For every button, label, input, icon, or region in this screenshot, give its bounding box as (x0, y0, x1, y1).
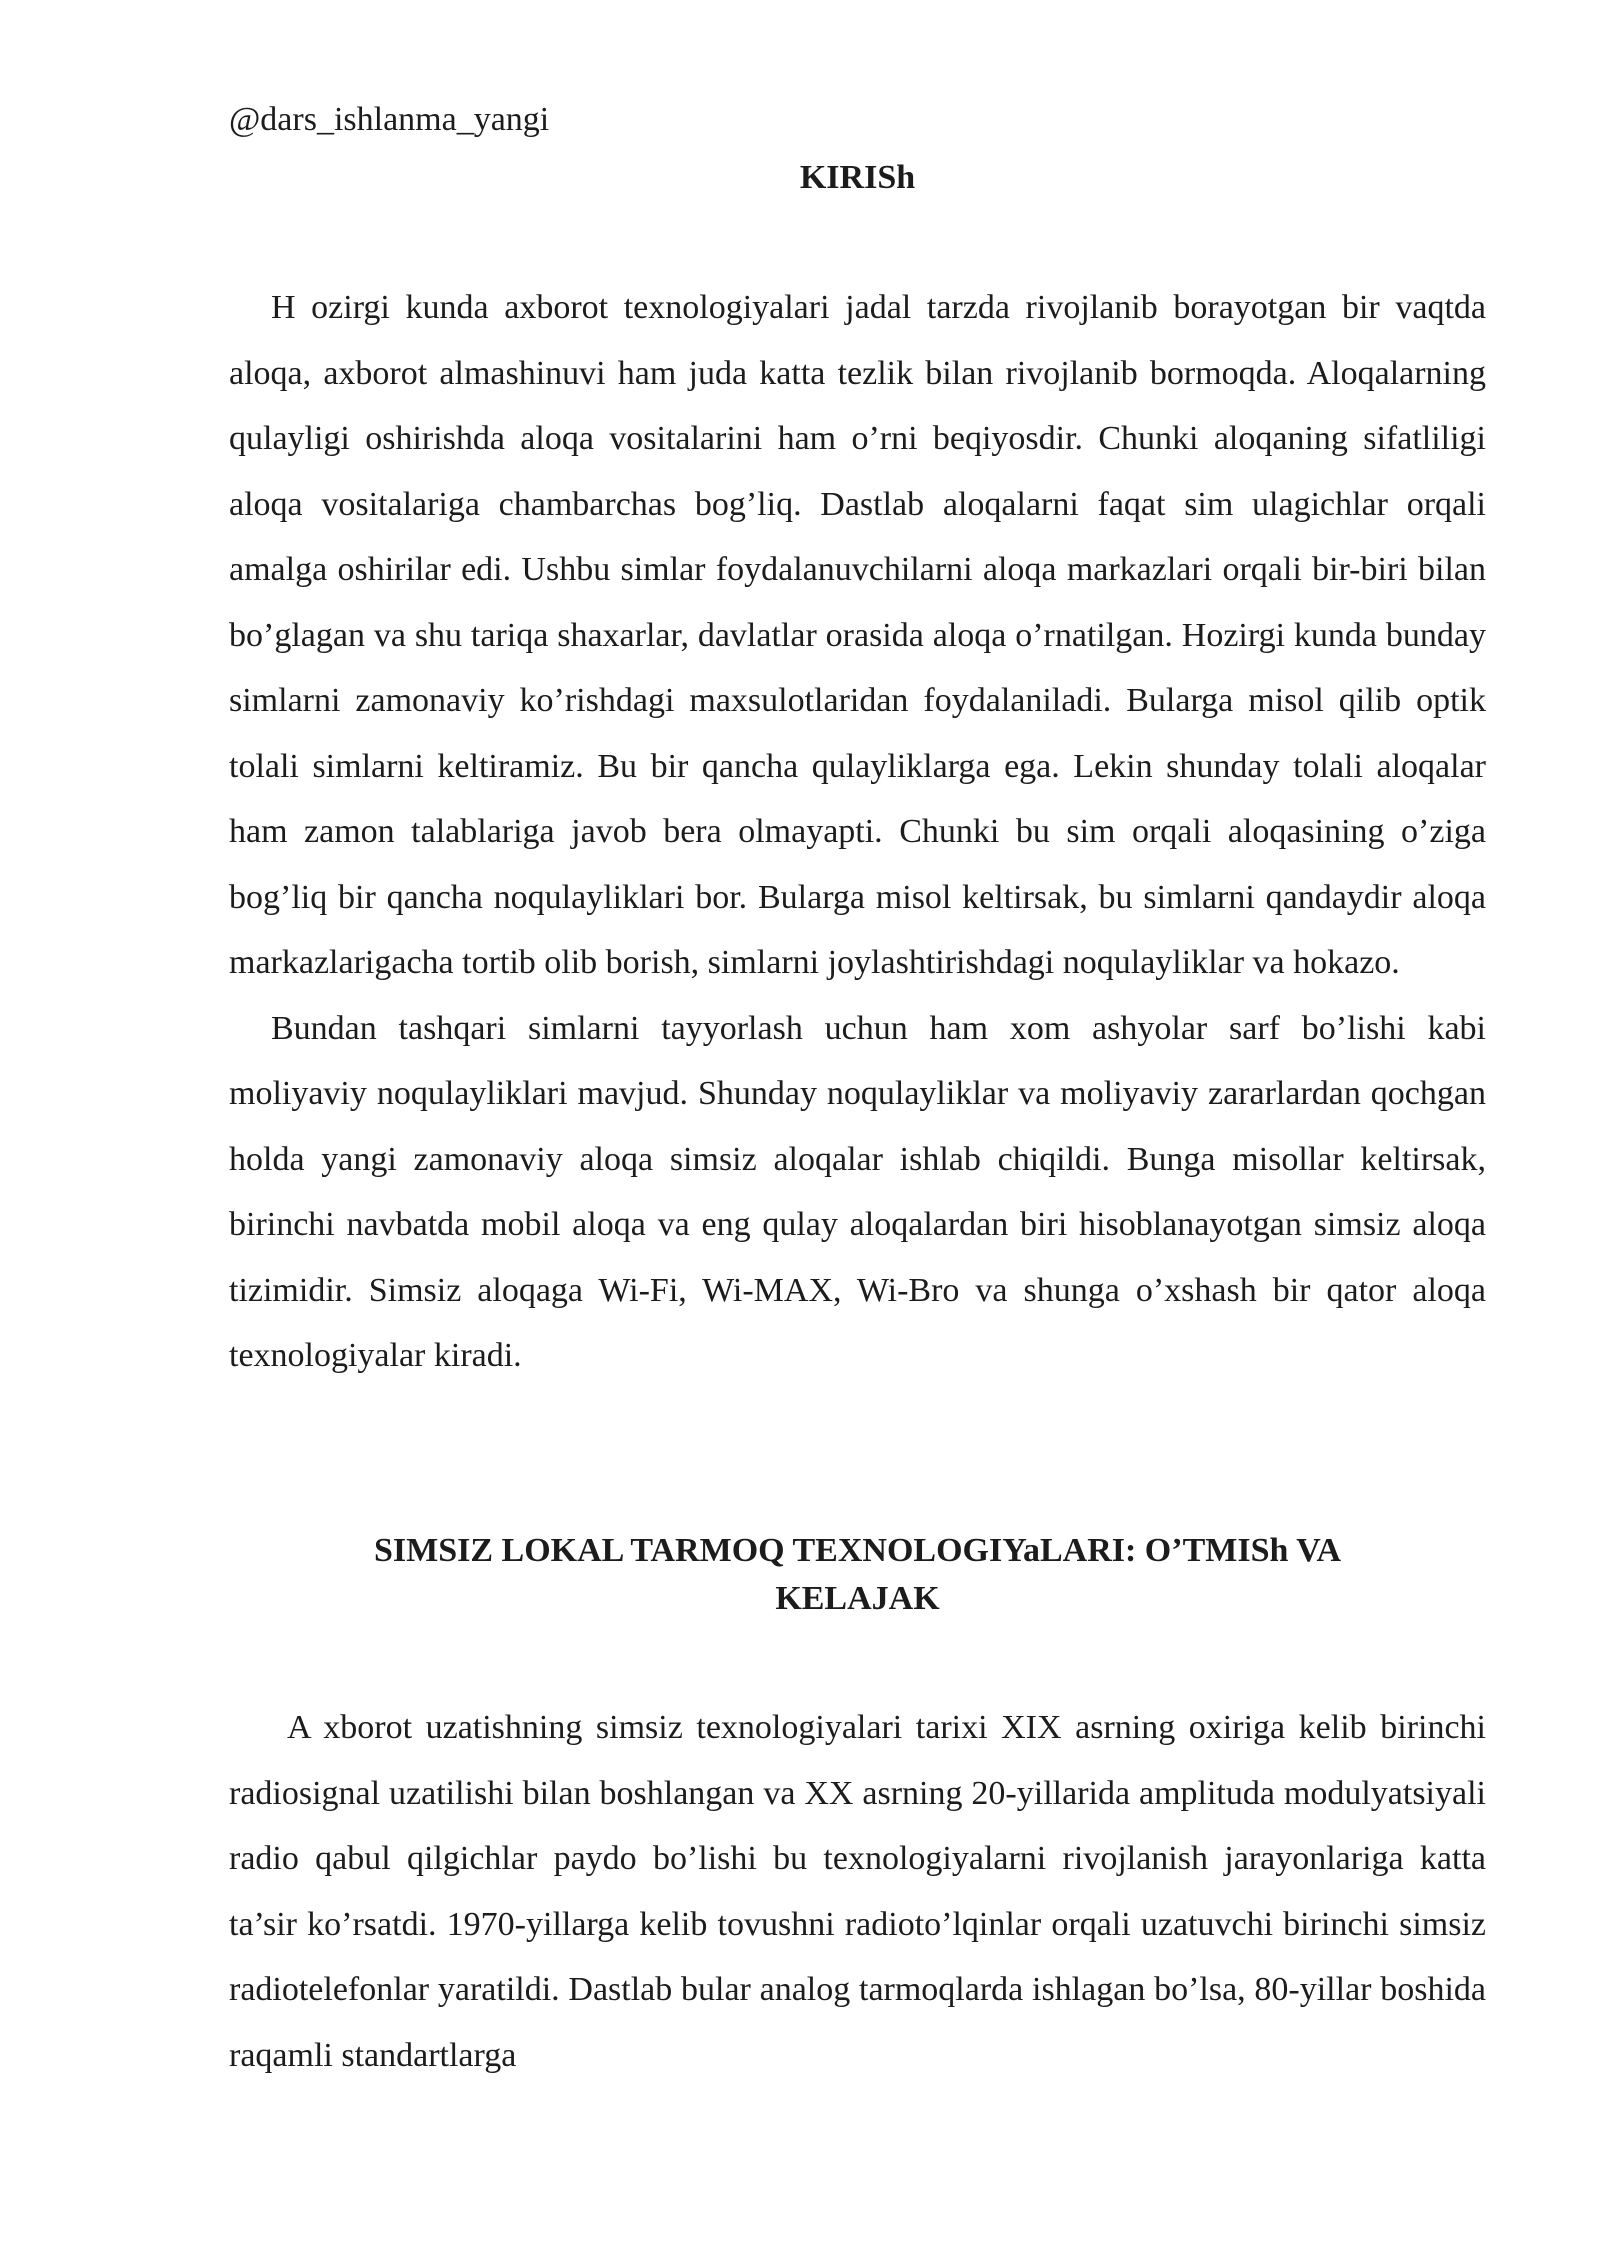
paragraph: Bundan tashqari simlarni tayyorlash uchun ham xom ashyolar sarf bo’lishi kabi moliyaviy noqulayliklari mavjud. Shunday noqulayliklar va moliyaviy zararlardan qochgan holda yangi zamonaviy aloqa simsiz aloqalar ishlab chiqildi. Bunga misollar keltirsak, birinchi navbatda mobil aloqa va eng qulay aloqalardan biri hisoblanayotgan simsiz aloqa tizimidir. Simsiz aloqaga Wi-Fi, Wi-MAX, Wi-Bro va shunga o’xshash bir qator aloqa texnologiyalar kiradi. (229, 1009, 1486, 1374)
section-body-wireless (229, 1695, 1486, 2088)
channel-handle: @dars_ishlanma_yangi (229, 101, 550, 138)
section-body-kirish (229, 275, 1486, 1389)
paragraph: A xborot uzatishning simsiz texnologiyalari tarixi XIX asrning oxiriga kelib birinchi radiosignal uzatilishi bilan boshlangan va XX asrning 20-yillarida amplituda modulyatsiyali radio qabul qilgichlar paydo bo’lishi bu texnologiyalarni rivojlanish jarayonlariga katta ta’sir ko’rsatdi. 1970-yillarga kelib tovushni radioto’lqinlar orqali uzatuvchi birinchi simsiz radiotelefonlar yaratildi. Dastlab bular analog tarmoqlarda ishlagan bo’lsa, 80-yillar boshida raqamli standartlarga (229, 1709, 1486, 2074)
section-title-wireless (229, 1527, 1486, 1623)
section-title-kirish: KIRISh (799, 159, 916, 196)
paragraph: H ozirgi kunda axborot texnologiyalari jadal tarzda rivojlanib borayotgan bir vaqtda aloqa, axborot almashinuvi ham juda katta tezlik bilan rivojlanib bormoqda. Aloqalarning qulayligi oshirishda aloqa vositalarini ham o’rni beqiyosdir. Chunki aloqaning sifatliligi aloqa vositalariga chambarchas bog’liq. Dastlab aloqalarni faqat sim ulagichlar orqali amalga oshirilar edi. Ushbu simlar foydalanuvchilarni aloqa markazlari orqali bir-biri bilan bo’glagan va shu tariqa shaxarlar, davlatlar orasida aloqa o’rnatilgan. Hozirgi kunda bunday simlarni zamonaviy ko’rishdagi maxsulotlaridan foydalaniladi. Bularga misol qilib optik tolali simlarni keltiramiz. Bu bir qancha qulayliklarga ega. Lekin shunday tolali aloqalar ham zamon talablariga javob bera olmayapti. Chunki bu sim orqali aloqasining o’ziga bog’liq bir qancha noqulayliklari bor. Bularga misol keltirsak, bu simlarni qandaydir aloqa markazlarigacha tortib olib borish, simlarni joylashtirishdagi noqulayliklar va hokazo. (229, 289, 1486, 981)
section-title-line: KELAJAK (775, 1580, 940, 1617)
section-title-line: SIMSIZ LOKAL TARMOQ TEXNOLOGIYaLARI: O’TMISh VA (373, 1532, 1342, 1569)
